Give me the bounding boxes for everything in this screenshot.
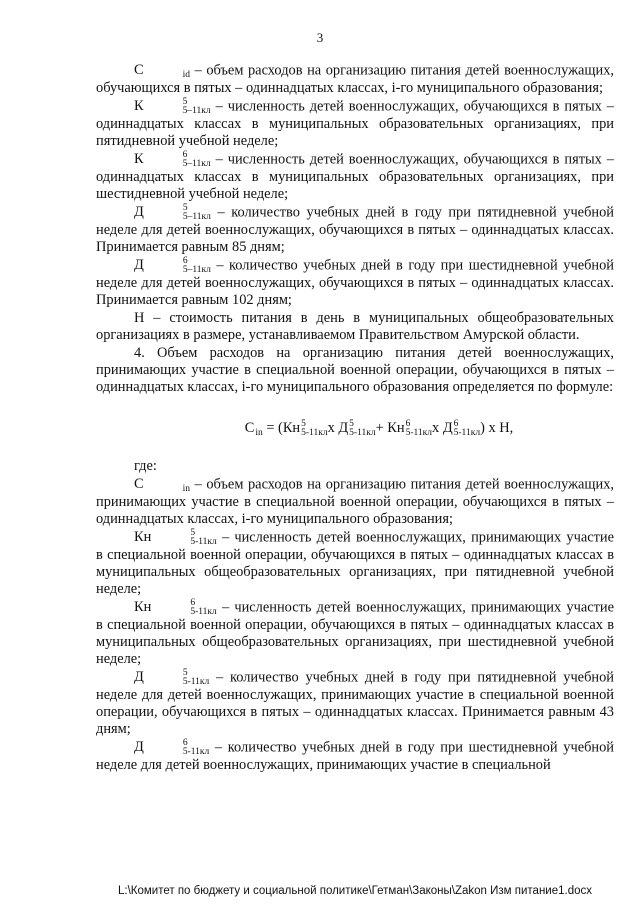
definition-dn6: Д 6 5-11кл – количество учебных дней в году при шестидневной учебной неделе для детей военнослужащих, принимающих участие в специальной [96,738,614,773]
symbol: C id [134,62,190,80]
symbol: Кн 6 5-11кл [134,598,217,617]
definition-c-id: C id – объем расходов на организацию питания детей военнослужащих, обучающихся в пятых – одиннадцатых классах, i-го муниципального образования; [96,62,614,96]
formula-c-in: C in = (Кн 5 5-11кл x Д 5 5-11кл + Кн 6 5-11кл x Д 6 5-11кл ) x Н, [244,418,514,438]
page-number: 3 [316,30,324,45]
symbol: Д 6 5-11кл [134,738,210,757]
where-label: где: [134,458,157,474]
definition-kn5: Кн 5 5-11кл – численность детей военнослужащих, принимающих участие в специальной военной операции, обучающихся в пятых – одиннадцатых классах в муниципальных общеобразовательных организациях, при пятидневной учебной неделе; [96,528,614,597]
definition-kn6: Кн 6 5-11кл – численность детей военнослужащих, принимающих участие в специальной военной операции, обучающихся в пятых – одиннадцатых классах в муниципальных общеобразовательных организациях, при шестидневной учебной неделе; [96,598,614,667]
definition-n: Н – стоимость питания в день в муниципальных общеобразовательных организациях в размере, устанавливаемом Правительством Амурской области. [96,310,614,343]
symbol: К 5 5–11кл [134,97,211,116]
definition-k6: К 6 5–11кл – численность детей военнослужащих, обучающихся в пятых – одиннадцатых классах в муниципальных образовательных организациях, при шестидневной учебной неделе; [96,150,614,202]
definition-d6: Д 6 5–11кл – количество учебных дней в году при шестидневной учебной неделе для детей военнослужащих, обучающихся в пятых – одиннадцатых классах. Принимается равным 102 дням; [96,256,614,308]
document-body [96,62,614,775]
definition-d5: Д 5 5–11кл – количество учебных дней в году при пятидневной учебной неделе для детей военнослужащих, обучающихся в пятых – одиннадцатых классах. Принимается равным 85 дням; [96,203,614,255]
symbol: Д 5 5–11кл [134,203,211,222]
definition-c-in: C in – объем расходов на организацию питания детей военнослужащих, принимающих участие в специальной военной операции, обучающихся в пятых – одиннадцатых классах, i-го муниципального образования; [96,476,614,527]
definition-k5: К 5 5–11кл – численность детей военнослужащих, обучающихся в пятых – одиннадцатых классах в муниципальных образовательных организациях, при пятидневной учебной неделе; [96,97,614,149]
symbol: К 6 5–11кл [134,150,211,169]
file-path-footer: L:\Комитет по бюджету и социальной политике\Гетман\Законы\Zakon Изм питание1.docx [118,885,593,897]
symbol: Д 5 5-11кл [134,668,210,687]
symbol: Кн 5 5-11кл [134,528,217,547]
definition-dn5: Д 5 5-11кл – количество учебных дней в году при пятидневной учебной неделе для детей военнослужащих, принимающих участие в специальной военной операции, обучающихся в пятых – одиннадцатых классах. Принимается равным 43 дням; [96,668,614,737]
symbol: Д 6 5–11кл [134,256,211,275]
symbol: C in [134,476,190,494]
section-4-intro: 4. Объем расходов на организацию питания детей военнослужащих, принимающих участие в специальной военной операции, обучающихся в пятых – одиннадцатых классах, i-го муниципального образования определяется по формуле: [96,345,614,395]
